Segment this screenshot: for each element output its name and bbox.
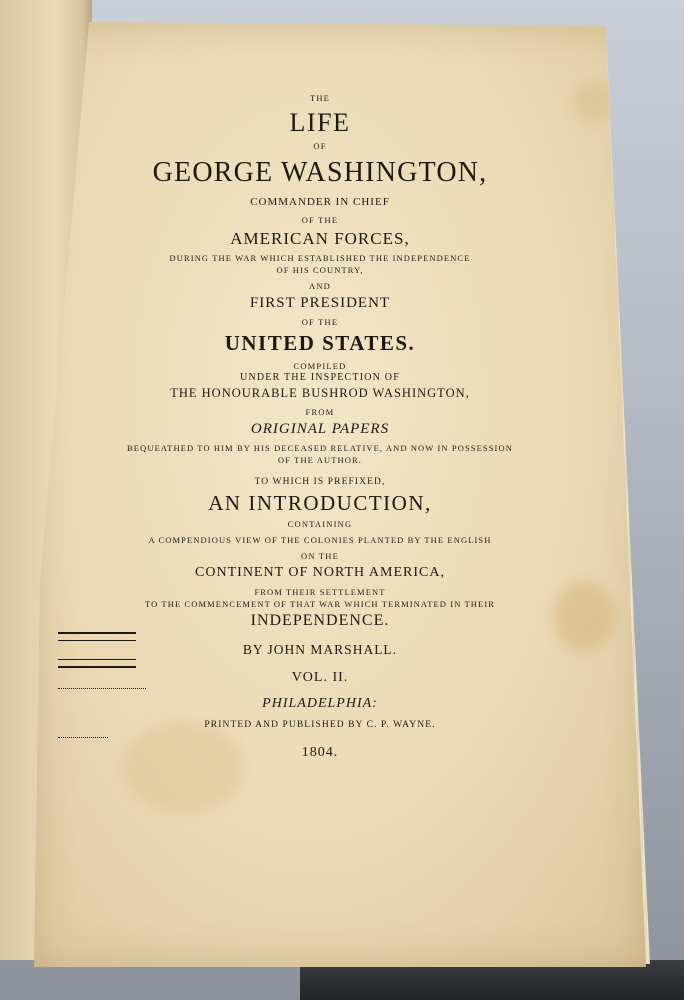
line-commencement: TO THE COMMENCEMENT OF THAT WAR WHICH TERMINATED IN THEIR <box>144 599 496 609</box>
line-of: OF <box>313 141 327 151</box>
line-compiled: COMPILED <box>293 361 347 371</box>
line-bequeathed: BEQUEATHED TO HIM BY HIS DECEASED RELATIVE, AND NOW IN POSSESSION <box>127 443 513 453</box>
line-prefixed: TO WHICH IS PREFIXED, <box>254 477 386 487</box>
line-from: FROM <box>305 407 335 417</box>
dotted-rule-small <box>58 737 108 744</box>
line-american-forces: AMERICAN FORCES, <box>230 229 410 248</box>
line-compendious: A COMPENDIOUS VIEW OF THE COLONIES PLANTED BY THE ENGLISH <box>148 535 492 545</box>
line-bushrod: THE HONOURABLE BUSHROD WASHINGTON, <box>170 386 470 400</box>
ornamental-rule-bottom <box>58 659 136 668</box>
line-of-the-2: OF THE <box>301 317 339 327</box>
line-commander: COMMANDER IN CHIEF <box>250 196 390 208</box>
dotted-rule <box>58 688 146 695</box>
imprint-publisher: PRINTED AND PUBLISHED BY C. P. WAYNE. <box>204 720 436 730</box>
line-introduction: AN INTRODUCTION, <box>208 491 432 515</box>
volume-number: VOL. II. <box>291 670 349 685</box>
line-of-author: OF THE AUTHOR. <box>278 455 362 465</box>
line-on-the: ON THE <box>301 551 339 561</box>
line-original-papers: ORIGINAL PAPERS <box>250 421 390 437</box>
line-independence: INDEPENDENCE. <box>250 612 390 629</box>
line-and: AND <box>308 281 331 291</box>
line-his-country: OF HIS COUNTRY, <box>276 265 364 275</box>
line-the: THE <box>309 93 331 103</box>
line-settlement: FROM THEIR SETTLEMENT <box>254 587 386 597</box>
author-line: BY JOHN MARSHALL. <box>242 642 398 657</box>
line-united-states: UNITED STATES. <box>224 331 416 355</box>
line-under-inspection: UNDER THE INSPECTION OF <box>240 372 400 383</box>
ornamental-rule-top <box>58 632 136 641</box>
book-subject-name: GEORGE WASHINGTON, <box>152 157 488 188</box>
line-during-war: DURING THE WAR WHICH ESTABLISHED THE INDEPENDENCE <box>169 253 471 263</box>
line-containing: CONTAINING <box>287 519 353 529</box>
imprint-city: PHILADELPHIA: <box>262 696 378 711</box>
imprint-year: 1804. <box>301 745 339 760</box>
line-of-the: OF THE <box>301 215 339 225</box>
line-continent: CONTINENT OF NORTH AMERICA, <box>195 565 445 580</box>
line-first-president: FIRST PRESIDENT <box>249 295 391 311</box>
title-page-text <box>58 92 582 762</box>
line-life: LIFE <box>289 108 351 137</box>
